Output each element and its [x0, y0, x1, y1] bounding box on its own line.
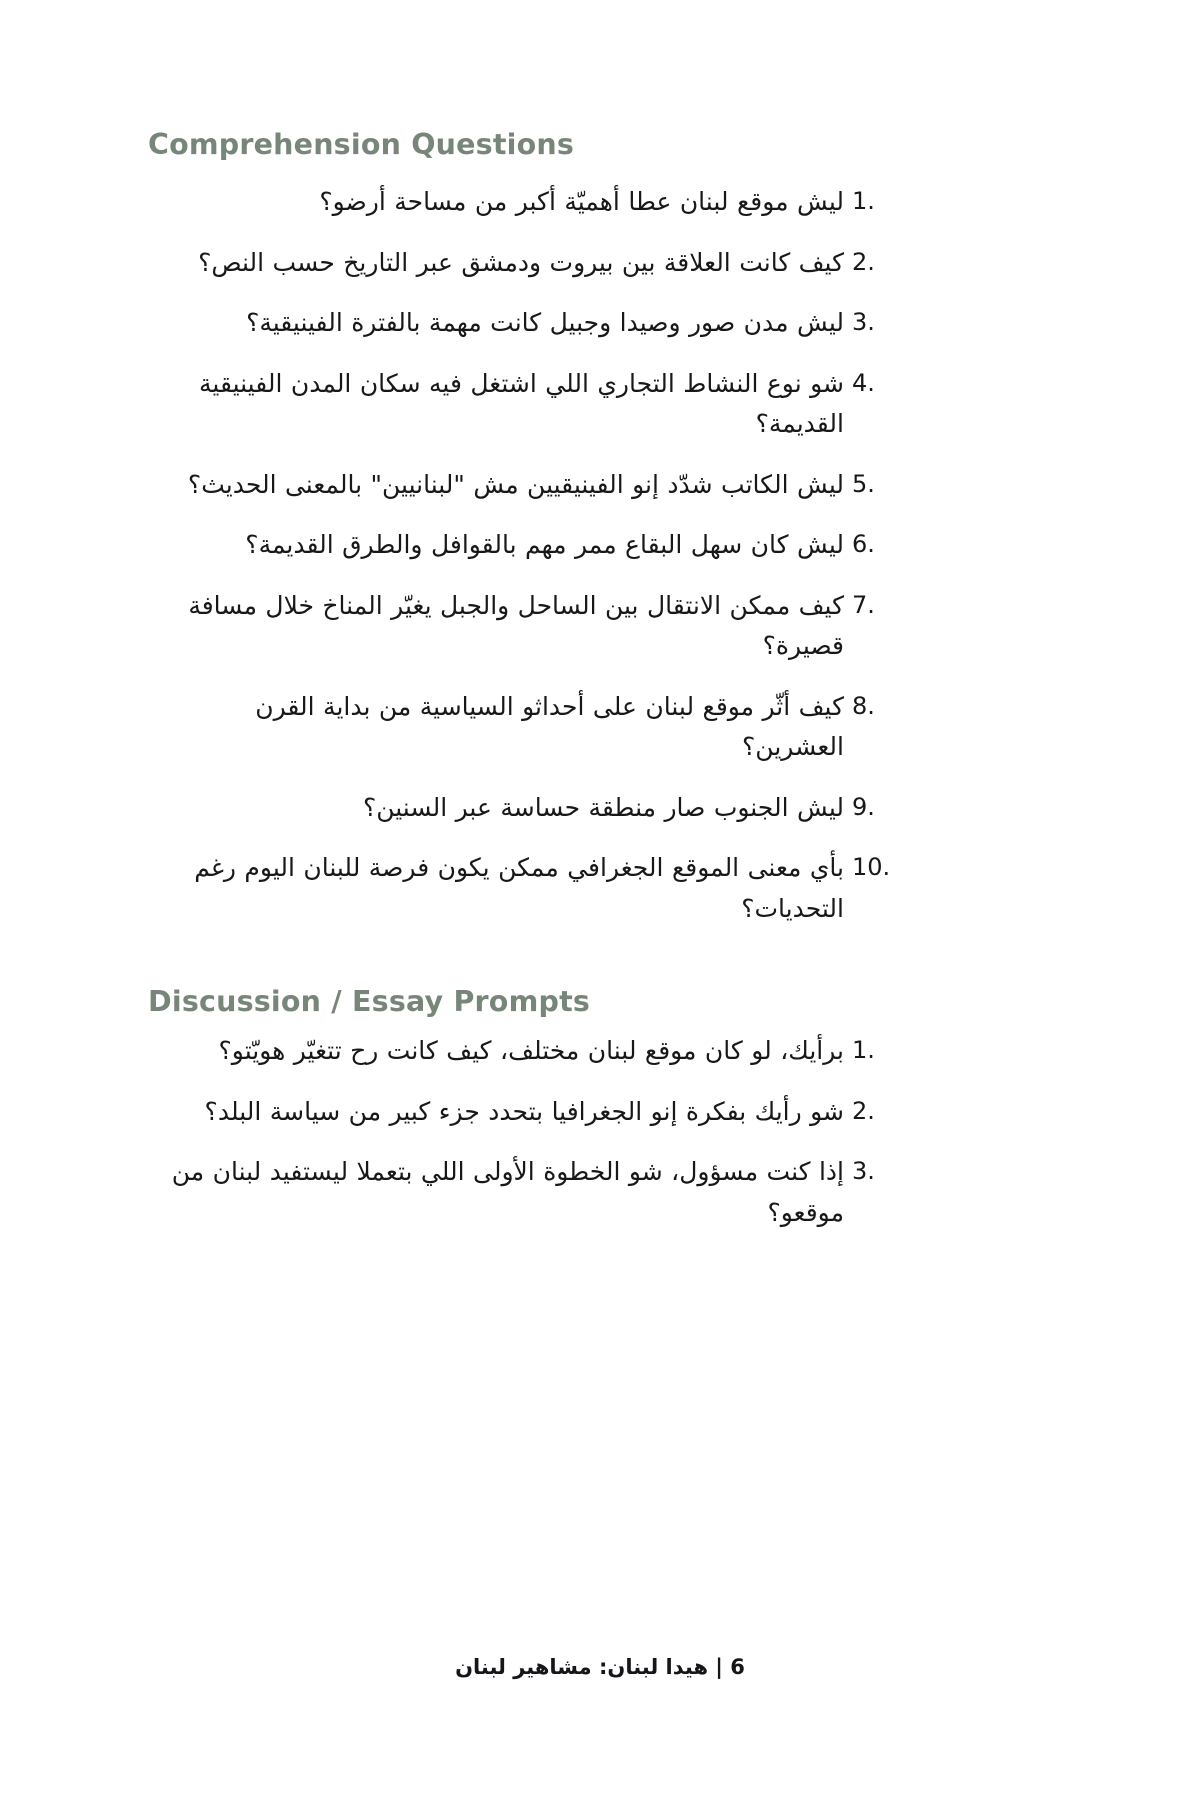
list-item: ليش مدن صور وصيدا وجبيل كانت مهمة بالفترة الفينيقية؟ — [246, 308, 844, 338]
list-item: كيف أثّر موقع لبنان على أحداثو السياسية من بداية القرن العشرين؟ — [255, 691, 844, 762]
list-item: ليش موقع لبنان عطا أهميّة أكبر من مساحة أرضو؟ — [319, 187, 844, 217]
heading-spacer — [148, 162, 900, 182]
list-item: ليش كان سهل البقاع ممر مهم بالقوافل والطرق القديمة؟ — [245, 530, 844, 560]
list-item: إذا كنت مسؤول، شو الخطوة الأولى اللي بتعملا ليستفيد لبنان من موقعو؟ — [171, 1157, 844, 1227]
heading-spacer-2 — [148, 1019, 900, 1031]
page-footer: 6 | هيدا لبنان: مشاهير لبنان — [455, 1655, 745, 1679]
list-item: ليش الجنوب صار منطقة حساسة عبر السنين؟ — [362, 792, 844, 822]
list-item: كيف كانت العلاقة بين بيروت ودمشق عبر التاريخ حسب النص؟ — [198, 247, 844, 277]
section-heading-comprehension: Comprehension Questions — [148, 128, 575, 161]
list-item: بأي معنى الموقع الجغرافي ممكن يكون فرصة للبنان اليوم رغم التحديات؟ — [194, 853, 844, 923]
section-heading-discussion: Discussion / Essay Prompts — [148, 985, 591, 1019]
list-item: كيف ممكن الانتقال بين الساحل والجبل يغيّر المناخ خلال مسافة قصيرة؟ — [188, 590, 844, 661]
list-item: شو رأيك بفكرة إنو الجغرافيا بتحدد جزء كبير من سياسة البلد؟ — [204, 1096, 844, 1126]
section-spacer — [148, 929, 900, 985]
comprehension-questions-list — [148, 182, 900, 929]
list-item: ليش الكاتب شدّد إنو الفينيقيين مش "لبنانيين" بالمعنى الحديث؟ — [187, 469, 844, 499]
list-item: شو نوع النشاط التجاري اللي اشتغل فيه سكان المدن الفينيقية القديمة؟ — [199, 368, 844, 439]
discussion-prompts-list — [148, 1031, 900, 1233]
list-item: برأيك، لو كان موقع لبنان مختلف، كيف كانت رح تتغيّر هويّتو؟ — [218, 1036, 844, 1066]
document-content — [148, 128, 900, 1233]
